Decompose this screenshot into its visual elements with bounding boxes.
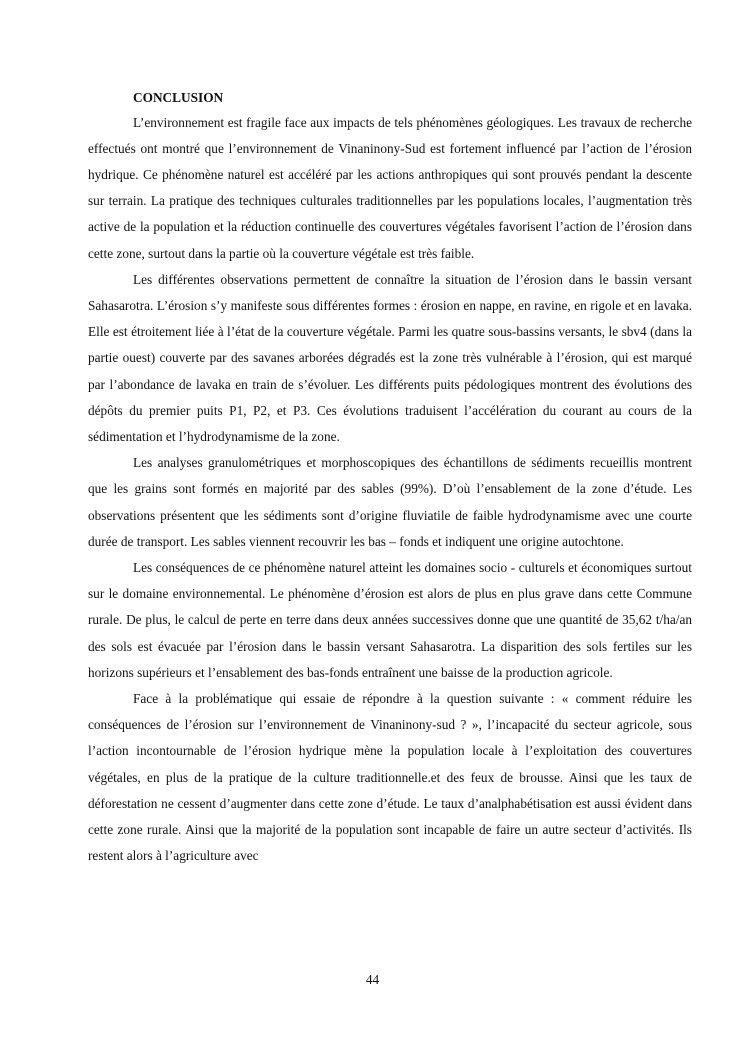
page-body bbox=[88, 86, 692, 869]
paragraph-3: Les analyses granulométriques et morphoscopiques des échantillons de sédiments recueillis montrent que les grains sont formés en majorité par des sables (99%). D’où l’ensablement de la zone d’étude. Les observations présentent que les sédiments sont d’origine fluviatile de faible hydrodynamisme avec une courte durée de transport. Les sables viennent recouvrir les bas – fonds et indiquent une origine autochtone. bbox=[88, 455, 692, 549]
paragraph-2: Les différentes observations permettent de connaître la situation de l’érosion dans le bassin versant Sahasarotra. L’érosion s’y manifeste sous différentes formes : érosion en nappe, en ravine, en rigole et en lavaka. Elle est étroitement liée à l’état de la couverture végétale. Parmi les quatre sous-bassins versants, le sbv4 (dans la partie ouest) couverte par des savanes arborées dégradés est la zone très vulnérable à l’érosion, qui est marqué par l’abondance de lavaka en train de s’évoluer. Les différents puits pédologiques montrent des évolutions des dépôts du premier puits P1, P2, et P3. Ces évolutions traduisent l’accélération du courant au cours de la sédimentation et l’hydrodynamisme de la zone. bbox=[88, 271, 692, 444]
page-number: 44 bbox=[365, 972, 380, 987]
section-heading: CONCLUSION bbox=[133, 90, 224, 105]
paragraph-4: Les conséquences de ce phénomène naturel atteint les domaines socio - culturels et économiques surtout sur le domaine environnemental. Le phénomène d’érosion est alors de plus en plus grave dans cette Commune rurale. De plus, le calcul de perte en terre dans deux années successives donne que une quantité de 35,62 t/ha/an des sols est évacuée par l’érosion dans le bassin versant Sahasarotra. La disparition des sols fertiles sur les horizons supérieurs et l’ensablement des bas-fonds entraînent une baisse de la production agricole. bbox=[88, 559, 692, 680]
paragraph-1: L’environnement est fragile face aux impacts de tels phénomènes géologiques. Les travaux de recherche effectués ont montré que l’environnement de Vinaninony-Sud est fortement influencé par l’action de l’érosion hydrique. Ce phénomène naturel est accéléré par les actions anthropiques qui sont prouvés pendant la descente sur terrain. La pratique des techniques culturales traditionnelles par les populations locales, l’augmentation très active de la population et la réduction continuelle des couvertures végétales favorisent l’action de l’érosion dans cette zone, surtout dans la partie où la couverture végétale est très faible. bbox=[88, 114, 692, 261]
paragraph-5: Face à la problématique qui essaie de répondre à la question suivante : « comment réduire les conséquences de l’érosion sur l’environnement de Vinaninony-sud ? », l’incapacité du secteur agricole, sous l’action incontournable de l’érosion hydrique mène la population locale à l’exploitation des couvertures végétales, en plus de la pratique de la culture traditionnelle.et des feux de brousse. Ainsi que les taux de déforestation ne cessent d’augmenter dans cette zone d’étude. Le taux d’analphabétisation est aussi évident dans cette zone rurale. Ainsi que la majorité de la population sont incapable de faire un autre secteur d’activités. Ils restent alors à l’agriculture avec bbox=[88, 690, 692, 864]
